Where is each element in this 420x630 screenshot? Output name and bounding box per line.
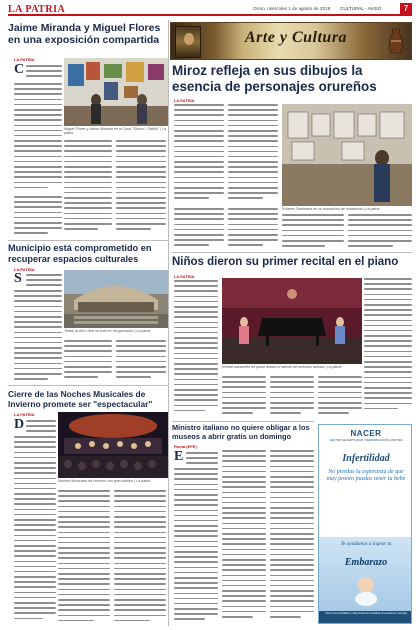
text-body — [64, 140, 112, 236]
ad-subtitle: CENTRO DE FERTILIDAD Y REPRODUCCIÓN ASISTIDA — [329, 438, 403, 442]
photo-caption: Recital navarreño de piano realizó el talento de nuestros artistas | La patria — [222, 365, 342, 369]
concert-photo — [58, 412, 168, 478]
text-body — [348, 214, 412, 250]
divider — [172, 421, 314, 422]
banner-title: Arte y Cultura — [244, 29, 348, 46]
headline-ninos: Niños dieron su primer recital en el piano — [172, 256, 399, 268]
divider — [172, 252, 412, 253]
dropcap: D — [14, 417, 25, 432]
ad-lower-panel — [319, 537, 412, 624]
dateline: Oruro, miércoles 1 de agosto de 2018 — [253, 6, 331, 11]
ad-lower-text: Te ayudamos a lograr tu — [340, 541, 392, 547]
vase-icon — [387, 27, 405, 57]
section-banner — [170, 22, 412, 60]
photo-caption: Teatro al Aire Libre se está en recuperación | La patria — [64, 329, 151, 333]
headline-ministro: Ministro italiano no quiere obligar a los museos a abrir gratis un domingo — [172, 423, 310, 441]
text-body — [116, 340, 166, 382]
text-body — [116, 140, 166, 236]
fertility-ad[interactable] — [318, 424, 412, 624]
headline-noches: Cierre de las Noches Musicales de Invierno promete ser "espectacular" — [8, 389, 153, 409]
text-body — [270, 376, 314, 420]
kicker-ministro: Roma (EFE) — [174, 444, 197, 449]
text-body — [114, 490, 166, 624]
theater-photo — [64, 270, 168, 328]
dropcap: E — [174, 449, 184, 464]
page-number: 7 — [400, 3, 412, 15]
text-body — [228, 208, 278, 250]
piano-recital-photo — [222, 278, 362, 364]
ad-body: No pierdas la esperanza de que muy pronto puedas tener tu bebé — [326, 469, 406, 482]
text-body — [174, 104, 224, 206]
ad-brand-logo: NACER — [350, 429, 382, 438]
text-body — [186, 452, 218, 468]
headline-municipio: Municipio está comprometido en recuperar espacios culturales — [8, 243, 152, 264]
text-body — [26, 274, 62, 290]
divider — [8, 240, 168, 241]
baby-icon — [349, 573, 383, 607]
kicker-miroz: LA PATRIA — [174, 98, 195, 103]
text-body — [14, 83, 62, 193]
headline-jaime: Jaime Miranda y Miguel Flores en una exposición compartida — [8, 22, 161, 46]
dropcap: S — [14, 271, 22, 286]
page-header — [8, 4, 412, 16]
text-body — [58, 490, 110, 624]
section-tag: CULTURAL - AVISO — [340, 6, 382, 11]
text-body — [174, 280, 218, 420]
column-divider — [168, 20, 169, 626]
kicker-ninos: LA PATRIA — [174, 274, 195, 279]
text-body — [14, 290, 62, 382]
photo-caption: Roberto Zambrana en su exposición de miniaturas | La patria — [282, 207, 380, 211]
text-body — [64, 340, 112, 382]
text-body — [26, 65, 62, 83]
text-body — [14, 436, 56, 624]
mona-lisa-icon — [175, 26, 201, 58]
miniatures-photo — [282, 104, 412, 206]
ad-embarazo: Embarazo — [344, 557, 388, 568]
divider — [8, 385, 168, 386]
ad-footer: Centro de Fertilidad y Reproducción Asistida (Consultorio Central) — [319, 611, 412, 624]
photo-caption: Miguel Flores y Jaime Miranda en la Casa "Simón I. Patiño" | La patria — [64, 127, 166, 136]
text-body — [14, 196, 62, 238]
text-body — [228, 104, 278, 206]
kicker-jaime: LA PATRIA — [14, 57, 35, 62]
photo-caption: Noches Musicales de Invierno con gran público | La patria — [58, 479, 151, 483]
text-body — [318, 376, 362, 420]
text-body — [222, 376, 266, 420]
ad-headline: Infertilidad — [342, 453, 390, 464]
text-body — [174, 208, 224, 250]
text-body — [364, 278, 412, 420]
text-body — [174, 468, 218, 624]
exhibition-photo — [64, 58, 168, 126]
text-body — [282, 214, 344, 250]
kicker-noches: LA PATRIA — [14, 412, 35, 417]
text-body — [222, 450, 266, 624]
text-body — [270, 450, 314, 624]
kicker-municipio: LA PATRIA — [14, 267, 35, 272]
masthead-logo: LA PATRIA — [8, 4, 66, 15]
headline-miroz: Miroz refleja en sus dibujos la esencia de personajes orureños — [172, 63, 377, 94]
text-body — [26, 420, 56, 436]
dropcap: C — [14, 62, 25, 77]
